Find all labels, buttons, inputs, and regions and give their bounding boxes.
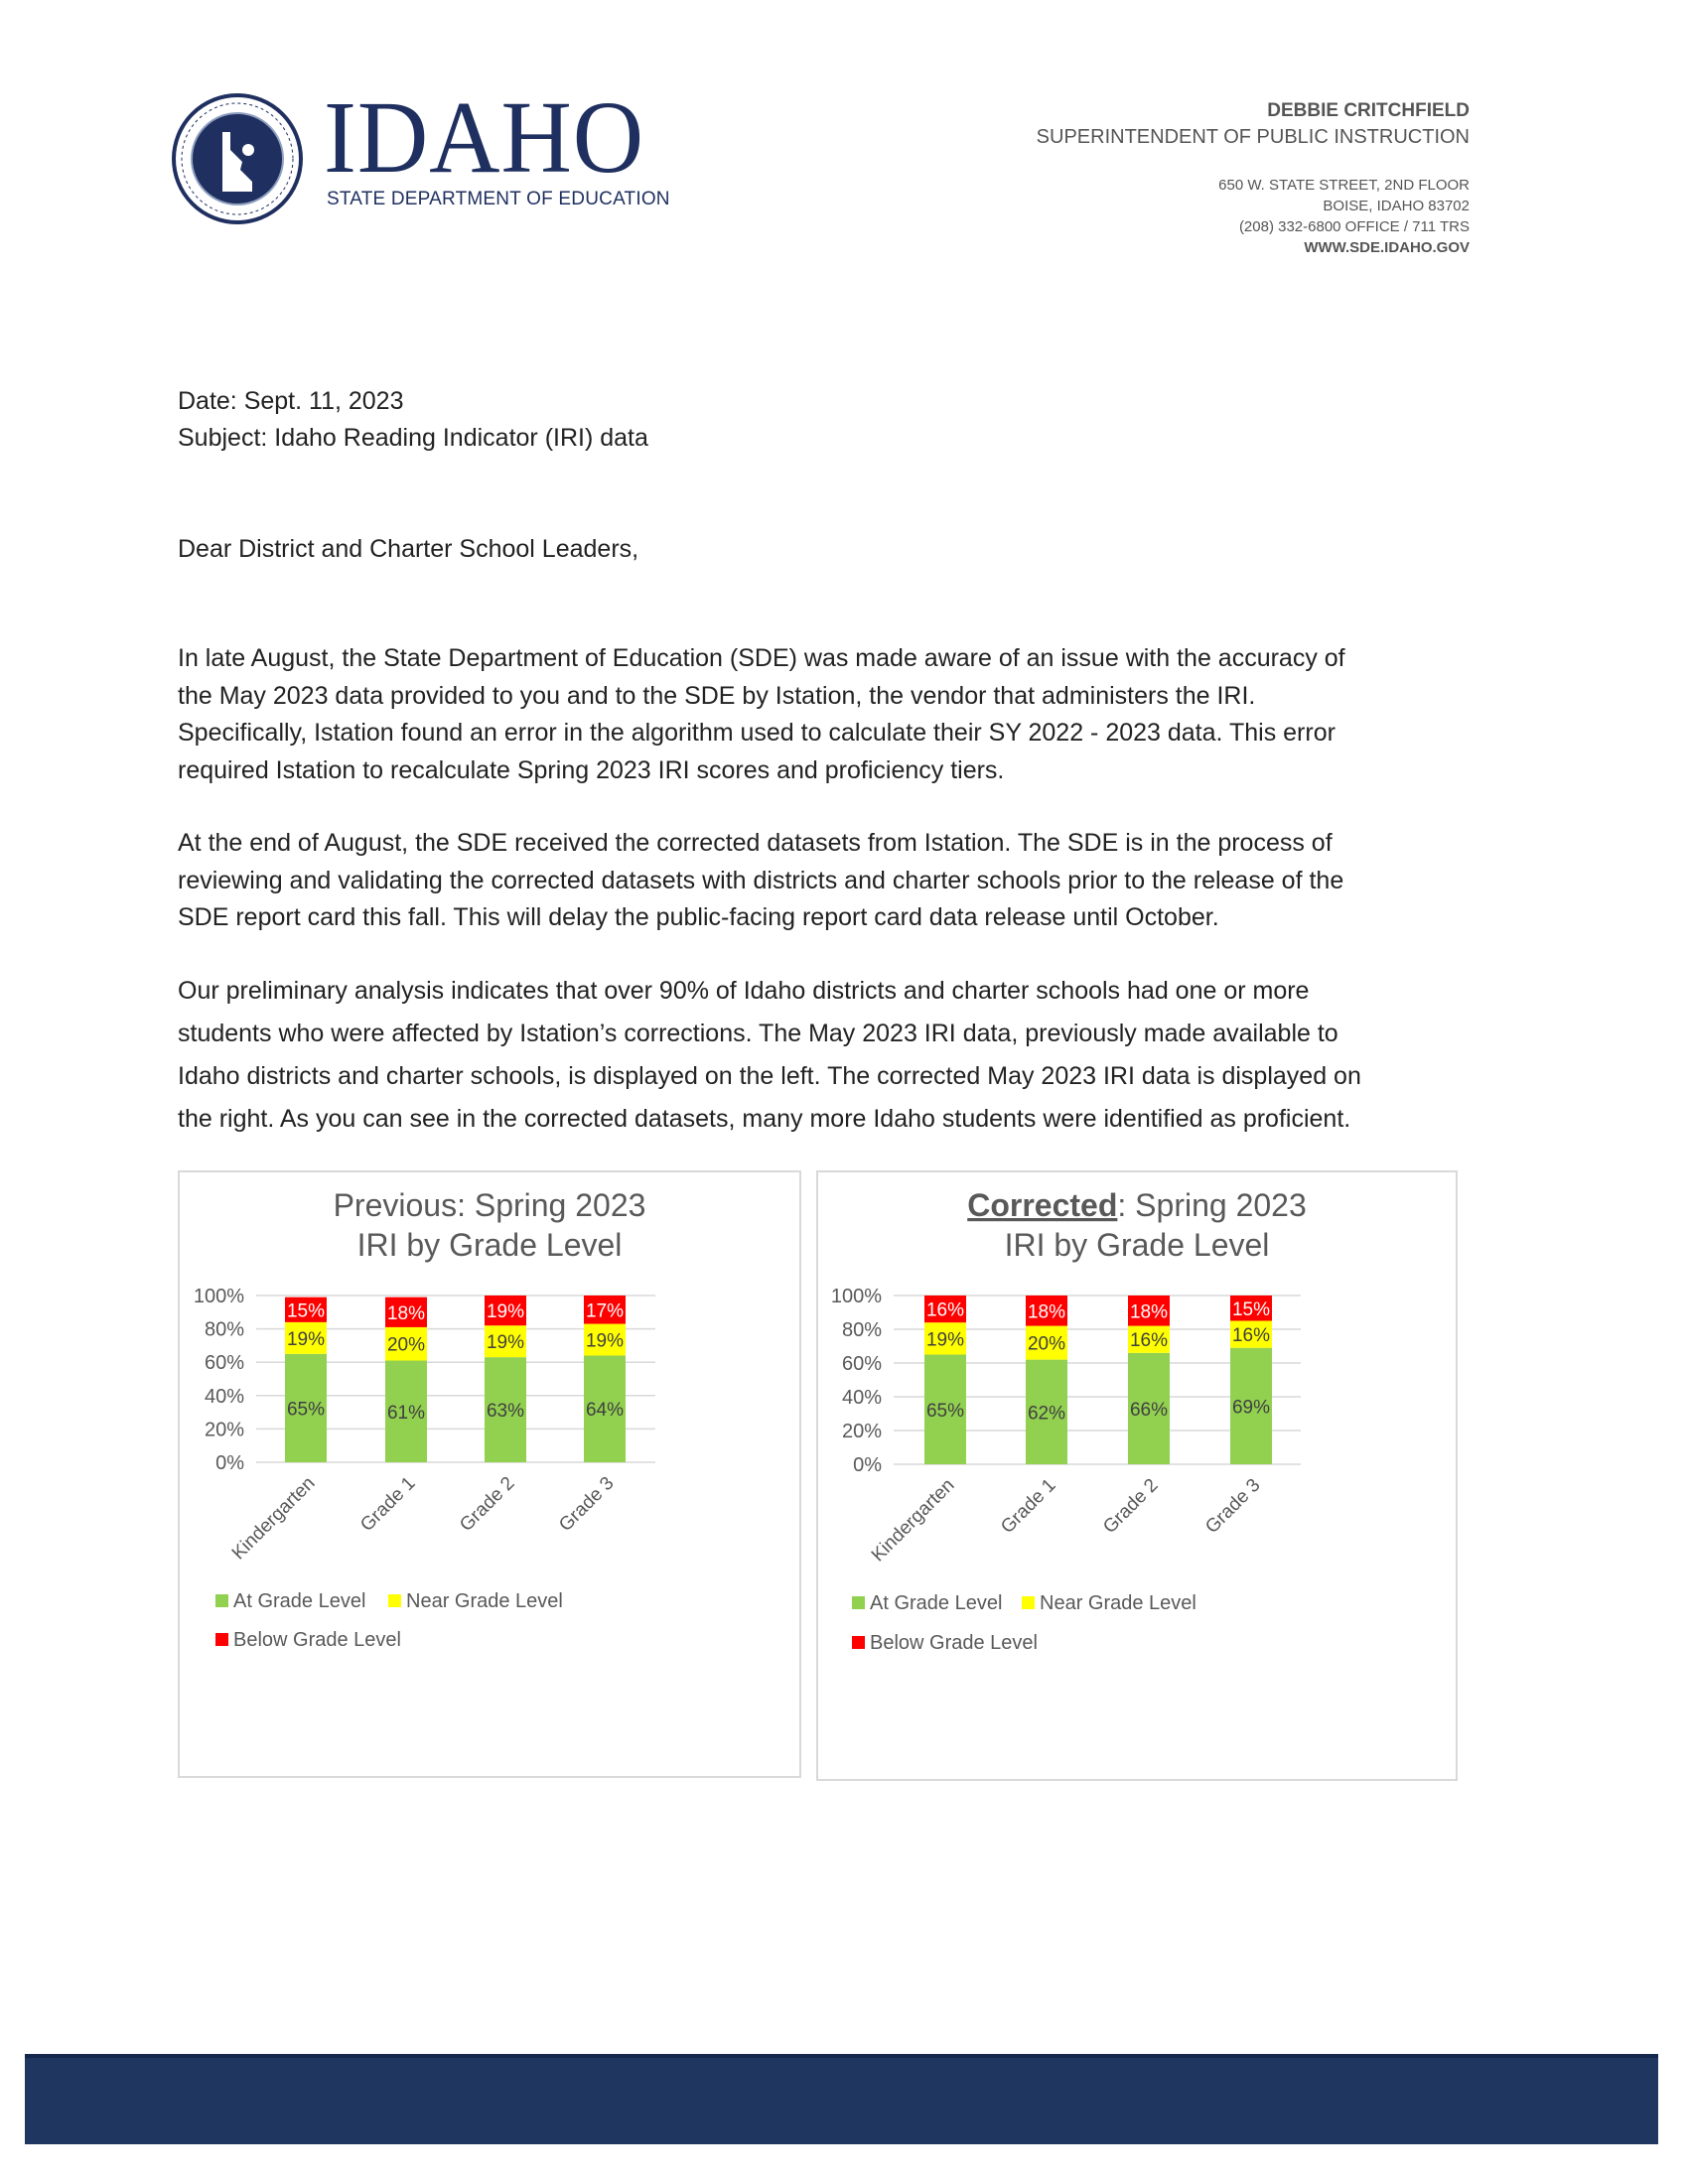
- y-tick-label: 80%: [841, 1319, 882, 1341]
- chart-previous: [178, 1170, 801, 1778]
- address-line: 650 W. STATE STREET, 2ND FLOOR: [1218, 177, 1470, 194]
- superintendent-title: SUPERINTENDENT OF PUBLIC INSTRUCTION: [1036, 126, 1470, 148]
- legend-swatch-below: [215, 1633, 228, 1646]
- y-tick-label: 20%: [841, 1421, 882, 1442]
- paragraph-line: students who were affected by Istation’s corrections. The May 2023 IRI data, previously made available to: [178, 1020, 1338, 1047]
- y-tick-label: 40%: [841, 1387, 882, 1409]
- data-label: 20%: [1027, 1333, 1066, 1355]
- y-tick-label: 80%: [204, 1318, 244, 1341]
- paragraph-3: [178, 970, 1361, 1141]
- logo-wordmark: IDAHO: [324, 80, 645, 195]
- x-category-label: Kindergarten: [867, 1474, 959, 1567]
- data-label: 15%: [1231, 1298, 1271, 1320]
- chart-title: [967, 1187, 1307, 1223]
- data-label: 18%: [1129, 1301, 1169, 1323]
- data-label: 18%: [1027, 1301, 1066, 1323]
- chart-title-text: Previous: Spring 2023: [333, 1187, 646, 1223]
- paragraph-line: SDE report card this fall. This will delay the public-facing report card data release until October.: [178, 903, 1219, 931]
- data-label: 19%: [286, 1328, 326, 1350]
- paragraph-line: the right. As you can see in the corrected datasets, many more Idaho students were identified as proficient.: [178, 1105, 1351, 1133]
- memo-header: [178, 383, 648, 457]
- legend-label: Near Grade Level: [406, 1590, 563, 1612]
- data-label: 16%: [925, 1299, 965, 1321]
- website-link[interactable]: WWW.SDE.IDAHO.GOV: [1304, 239, 1470, 256]
- data-label: 16%: [1231, 1325, 1271, 1347]
- chart-corrected-svg: [818, 1172, 1456, 1779]
- legend-label: At Grade Level: [870, 1592, 1003, 1614]
- chart-title-line2: IRI by Grade Level: [356, 1227, 623, 1263]
- data-label: 65%: [925, 1400, 965, 1422]
- chart-title-emphasis: Corrected: [967, 1187, 1118, 1223]
- x-category-label: Grade 1: [997, 1474, 1060, 1539]
- legend-swatch-near: [1022, 1596, 1035, 1609]
- y-tick-label: 0%: [853, 1454, 882, 1476]
- legend-label: At Grade Level: [233, 1590, 366, 1612]
- legend-swatch-below: [852, 1636, 865, 1649]
- y-tick-label: 100%: [830, 1286, 882, 1307]
- paragraph-line: Specifically, Istation found an error in the algorithm used to calculate their SY 2022 - 2023 data. This error: [178, 719, 1336, 747]
- memo-date: Date: Sept. 11, 2023: [178, 387, 404, 415]
- letterhead-contact: [1037, 99, 1470, 258]
- superintendent-name: DEBBIE CRITCHFIELD: [1267, 100, 1470, 121]
- legend-label: Near Grade Level: [1040, 1592, 1196, 1614]
- paragraph-line: reviewing and validating the corrected datasets with districts and charter schools prior to the release of the: [178, 866, 1344, 894]
- x-category-label: Grade 2: [456, 1472, 519, 1537]
- data-label: 19%: [486, 1301, 525, 1323]
- legend-swatch-at: [852, 1596, 865, 1609]
- legend-swatch-near: [388, 1594, 401, 1607]
- x-category-label: Grade 2: [1099, 1474, 1163, 1539]
- data-label: 64%: [585, 1400, 625, 1422]
- data-label: 62%: [1027, 1403, 1066, 1425]
- y-tick-label: 0%: [215, 1452, 244, 1474]
- y-tick-label: 60%: [841, 1353, 882, 1375]
- x-category-label: Kindergarten: [227, 1472, 320, 1565]
- data-label: 20%: [386, 1334, 426, 1356]
- data-label: 16%: [1129, 1330, 1169, 1352]
- paragraph-line: the May 2023 data provided to you and to the SDE by Istation, the vendor that administers the IRI.: [178, 681, 1256, 710]
- data-label: 65%: [286, 1399, 326, 1421]
- memo-subject: Subject: Idaho Reading Indicator (IRI) data: [178, 424, 648, 452]
- paragraph-line: Idaho districts and charter schools, is displayed on the left. The corrected May 2023 IRI data is displayed on: [178, 1062, 1361, 1090]
- y-tick-label: 40%: [204, 1385, 244, 1408]
- chart-previous-svg: [180, 1172, 799, 1776]
- legend-label: Below Grade Level: [870, 1632, 1038, 1654]
- x-category-label: Grade 1: [356, 1472, 420, 1537]
- data-label: 66%: [1129, 1399, 1169, 1421]
- data-label: 19%: [585, 1330, 625, 1352]
- chart-corrected: [816, 1170, 1458, 1781]
- data-label: 18%: [386, 1302, 426, 1324]
- paragraph-1: [178, 640, 1345, 789]
- paragraph-line: Our preliminary analysis indicates that over 90% of Idaho districts and charter schools had one or more: [178, 977, 1310, 1005]
- paragraph-line: required Istation to recalculate Spring 2023 IRI scores and proficiency tiers.: [178, 755, 1005, 784]
- x-category-label: Grade 3: [555, 1472, 619, 1537]
- chart-title-line2: IRI by Grade Level: [1004, 1227, 1270, 1263]
- x-category-label: Grade 3: [1201, 1474, 1265, 1539]
- legend-swatch-at: [215, 1594, 228, 1607]
- salutation: Dear District and Charter School Leaders,: [178, 535, 639, 563]
- legend-label: Below Grade Level: [233, 1629, 401, 1651]
- data-label: 19%: [486, 1332, 525, 1354]
- paragraph-line: At the end of August, the SDE received the corrected datasets from Istation. The SDE is in the process of: [178, 829, 1333, 857]
- paragraph-2: [178, 825, 1343, 937]
- data-label: 61%: [386, 1402, 426, 1424]
- y-tick-label: 100%: [193, 1286, 244, 1307]
- data-label: 19%: [925, 1329, 965, 1351]
- data-label: 69%: [1231, 1397, 1271, 1419]
- y-tick-label: 60%: [204, 1352, 244, 1375]
- chart-title: [334, 1187, 646, 1223]
- data-label: 17%: [585, 1300, 625, 1322]
- address-line: BOISE, IDAHO 83702: [1323, 198, 1470, 214]
- footer-band: [25, 2054, 1658, 2144]
- data-label: 15%: [286, 1300, 326, 1322]
- data-label: 63%: [486, 1401, 525, 1423]
- paragraph-line: In late August, the State Department of Education (SDE) was made aware of an issue with the accuracy of: [178, 644, 1345, 672]
- idaho-sde-seal-logo: [171, 92, 304, 225]
- chart-title-text: : Spring 2023: [1117, 1187, 1307, 1223]
- logo-subtitle: STATE DEPARTMENT OF EDUCATION: [327, 189, 670, 209]
- y-tick-label: 20%: [204, 1419, 244, 1441]
- phone-line: (208) 332-6800 OFFICE / 711 TRS: [1238, 218, 1470, 235]
